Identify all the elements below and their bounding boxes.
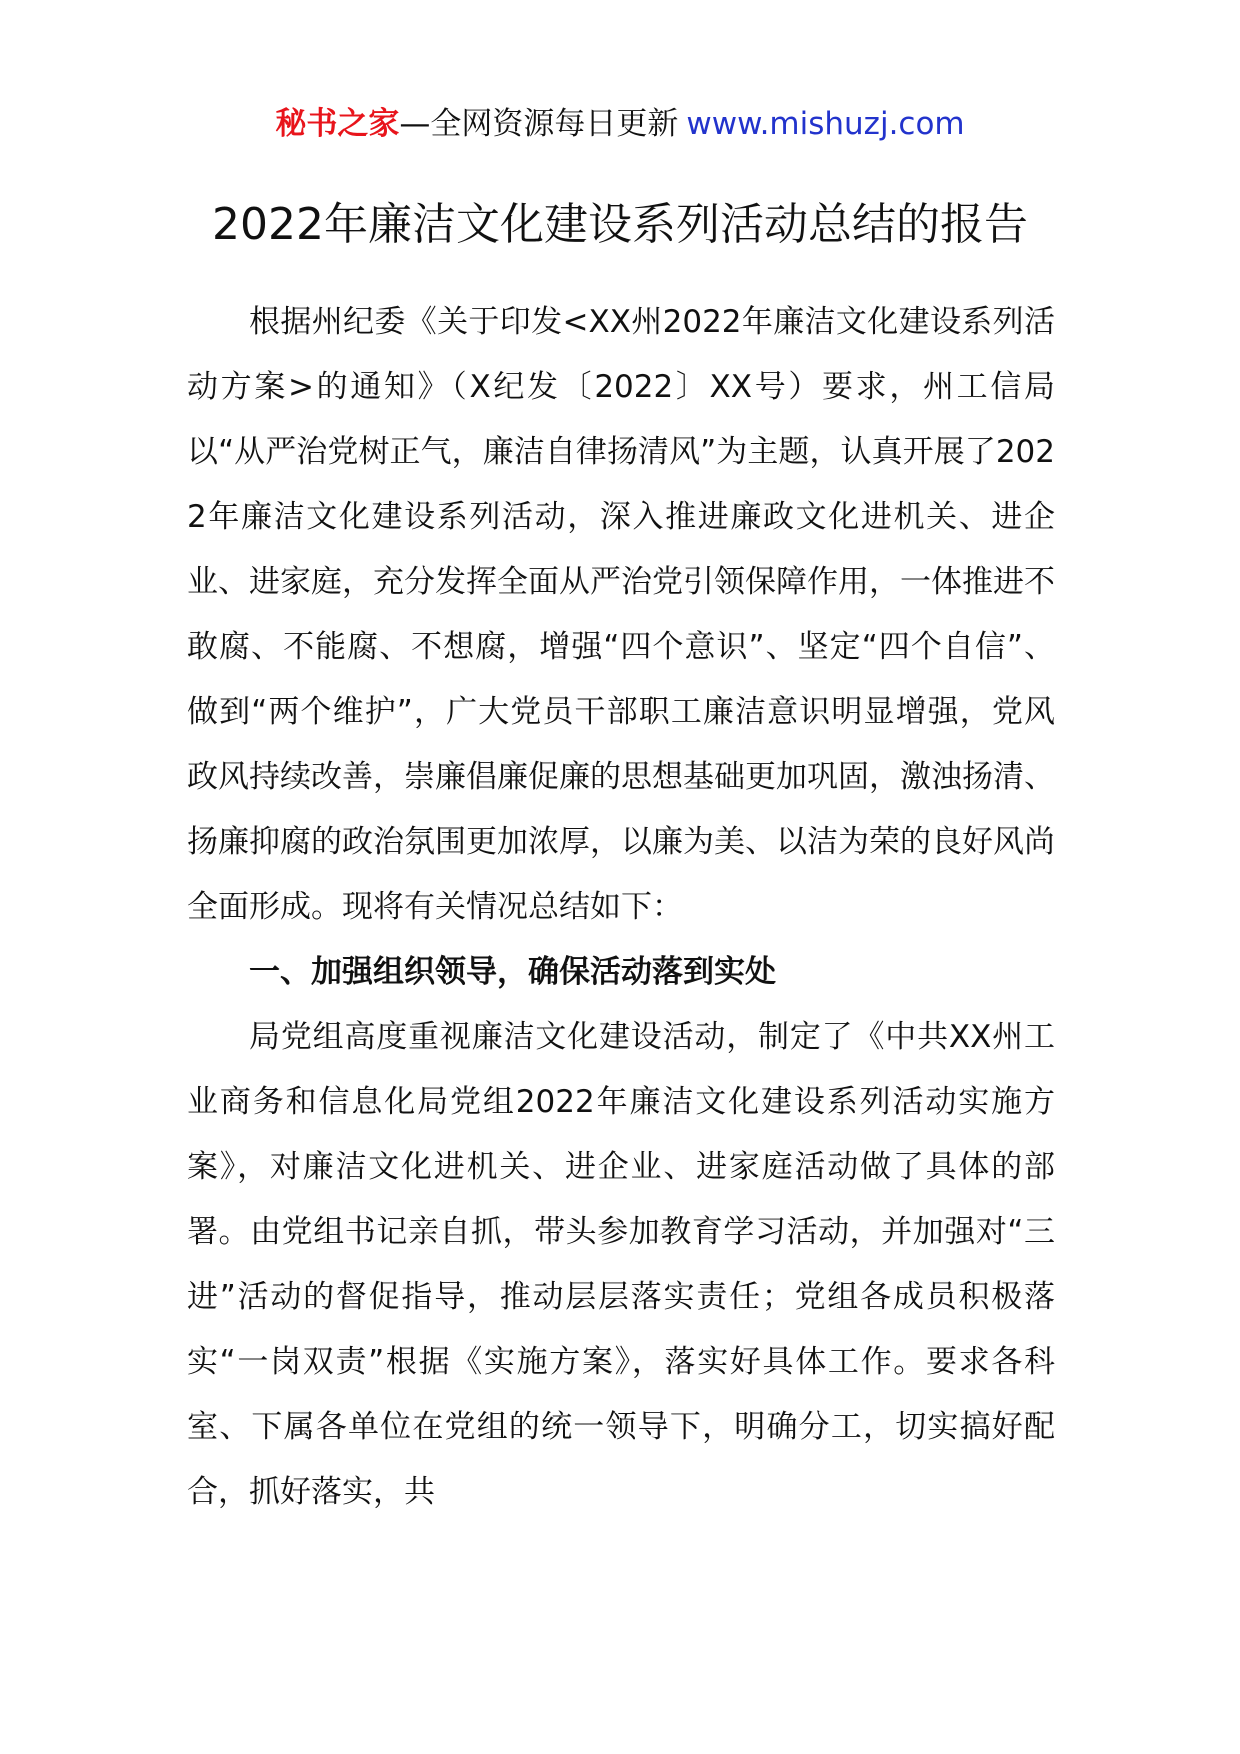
document-body — [187, 290, 1055, 1525]
intro-paragraph: 根据州纪委《关于印发<XX州2022年廉洁文化建设系列活动方案>的通知》（X纪发〔2022〕XX号）要求，州工信局以“从严治党树正气，廉洁自律扬清风”为主题，认真开展了2022年廉洁文化建设系列活动，深入推进廉政文化进机关、进企业、进家庭，充分发挥全面从严治党引领保障作用，一体推进不敢腐、不能腐、不想腐，增强“四个意识”、坚定“四个自信”、做到“两个维护”，广大党员干部职工廉洁意识明显增强，党风政风持续改善，崇廉倡廉促廉的思想基础更加巩固，激浊扬清、扬廉抑腐的政治氛围更加浓厚，以廉为美、以洁为荣的良好风尚全面形成。现将有关情况总结如下： — [187, 304, 1055, 925]
section-1-paragraph: 局党组高度重视廉洁文化建设活动，制定了《中共XX州工业商务和信息化局党组2022年廉洁文化建设系列活动实施方案》，对廉洁文化进机关、进企业、进家庭活动做了具体的部署。由党组书记亲自抓，带头参加教育学习活动，并加强对“三进”活动的督促指导，推动层层落实责任；党组各成员积极落实“一岗双责”根据《实施方案》，落实好具体工作。要求各科室、下属各单位在党组的统一领导下，明确分工，切实搞好配合，抓好落实，共 — [187, 1019, 1055, 1510]
section-heading-1: 一、加强组织领导，确保活动落到实处 — [249, 954, 776, 990]
header-slogan: —全网资源每日更新 — [399, 106, 679, 142]
brand-name: 秘书之家 — [275, 106, 400, 142]
header-url-link[interactable]: www.mishuzj.com — [686, 106, 965, 142]
document-title: 2022年廉洁文化建设系列活动总结的报告 — [212, 199, 1028, 251]
header-banner — [0, 100, 1240, 148]
